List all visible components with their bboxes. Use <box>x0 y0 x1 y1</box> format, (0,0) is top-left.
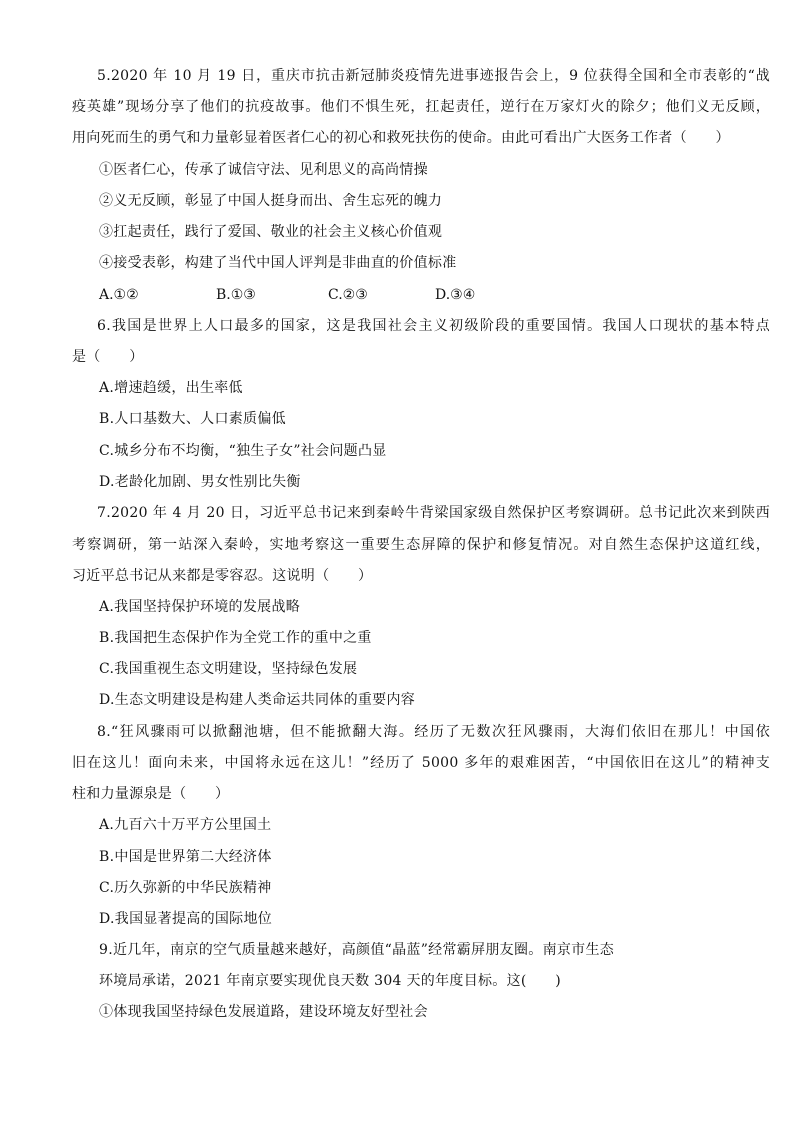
q5-option-a: A.①② <box>99 287 139 303</box>
q7-option-a: A.我国坚持保护环境的发展战略 <box>99 599 301 615</box>
q8-option-a: A.九百六十万平方公里国土 <box>99 817 272 833</box>
q9-stem-line-2: 环境局承诺，2021 年南京要实现优良天数 304 天的年度目标。这( ) <box>99 973 562 989</box>
q8-option-c: C.历久弥新的中华民族精神 <box>99 880 272 896</box>
q7-stem-line-3: 习近平总书记从来都是零容忍。这说明（ ） <box>72 568 373 584</box>
q8-stem-line-2: 旧在这儿！面向未来，中国将永远在这儿！”经历了 5000 多年的艰难困苦，“中国依旧在这儿”的精神支 <box>72 755 770 771</box>
q5-statement-1: ①医者仁心，传承了诚信守法、见利思义的高尚情操 <box>99 162 428 178</box>
q5-statement-4: ④接受表彰，构建了当代中国人评判是非曲直的价值标准 <box>99 255 457 271</box>
q6-stem-line-1: 6.我国是世界上人口最多的国家，这是我国社会主义初级阶段的重要国情。我国人口现状的基本特点 <box>97 318 770 334</box>
q7-option-c: C.我国重视生态文明建设，坚持绿色发展 <box>99 661 358 677</box>
q5-stem-line-3: 用向死而生的勇气和力量彰显着医者仁心的初心和救死扶伤的使命。由此可看出广大医务工作者（ ） <box>72 130 730 146</box>
q9-statement-1: ①体现我国坚持绿色发展道路，建设环境友好型社会 <box>99 1004 428 1020</box>
q6-option-c: C.城乡分布不均衡，“独生子女”社会问题凸显 <box>99 443 387 459</box>
q8-stem-line-3: 柱和力量源泉是（ ） <box>72 786 230 802</box>
q6-stem-line-2: 是（ ） <box>72 349 144 365</box>
q5-option-b: B.①③ <box>216 287 256 303</box>
q5-stem-line-1: 5.2020 年 10 月 19 日，重庆市抗击新冠肺炎疫情先进事迹报告会上，9 位获得全国和全市表彰的“战 <box>97 68 770 84</box>
q7-option-d: D.生态文明建设是构建人类命运共同体的重要内容 <box>99 692 416 708</box>
q5-options-row <box>99 285 519 305</box>
q7-option-b: B.我国把生态保护作为全党工作的重中之重 <box>99 630 372 646</box>
q5-statement-2: ②义无反顾，彰显了中国人挺身而出、舍生忘死的魄力 <box>99 193 443 209</box>
q6-option-d: D.老龄化加剧、男女性别比失衡 <box>99 474 301 490</box>
q5-option-c: C.②③ <box>328 287 368 303</box>
q8-option-d: D.我国显著提高的国际地位 <box>99 911 273 927</box>
q7-stem-line-1: 7.2020 年 4 月 20 日，习近平总书记来到秦岭牛背梁国家级自然保护区考察调研。总书记此次来到陕西 <box>97 505 770 521</box>
q9-stem-line-1: 9.近几年，南京的空气质量越来越好，高颜值“晶蓝”经常霸屏朋友圈。南京市生态 <box>99 942 615 958</box>
q6-option-a: A.增速趋缓，出生率低 <box>99 380 243 396</box>
q8-stem-line-1: 8.“狂风骤雨可以掀翻池塘，但不能掀翻大海。经历了无数次狂风骤雨，大海们依旧在那儿！中国依 <box>97 724 770 740</box>
q5-option-d: D.③④ <box>435 287 476 303</box>
q8-option-b: B.中国是世界第二大经济体 <box>99 849 272 865</box>
q7-stem-line-2: 考察调研，第一站深入秦岭，实地考察这一重要生态屏障的保护和修复情况。对自然生态保护这道红线， <box>72 537 770 553</box>
q6-option-b: B.人口基数大、人口素质偏低 <box>99 411 286 427</box>
q5-statement-3: ③扛起责任，践行了爱国、敬业的社会主义核心价值观 <box>99 224 443 240</box>
q5-stem-line-2: 疫英雄”现场分享了他们的抗疫故事。他们不惧生死，扛起责任，逆行在万家灯火的除夕；他们义无反顾， <box>72 99 770 115</box>
